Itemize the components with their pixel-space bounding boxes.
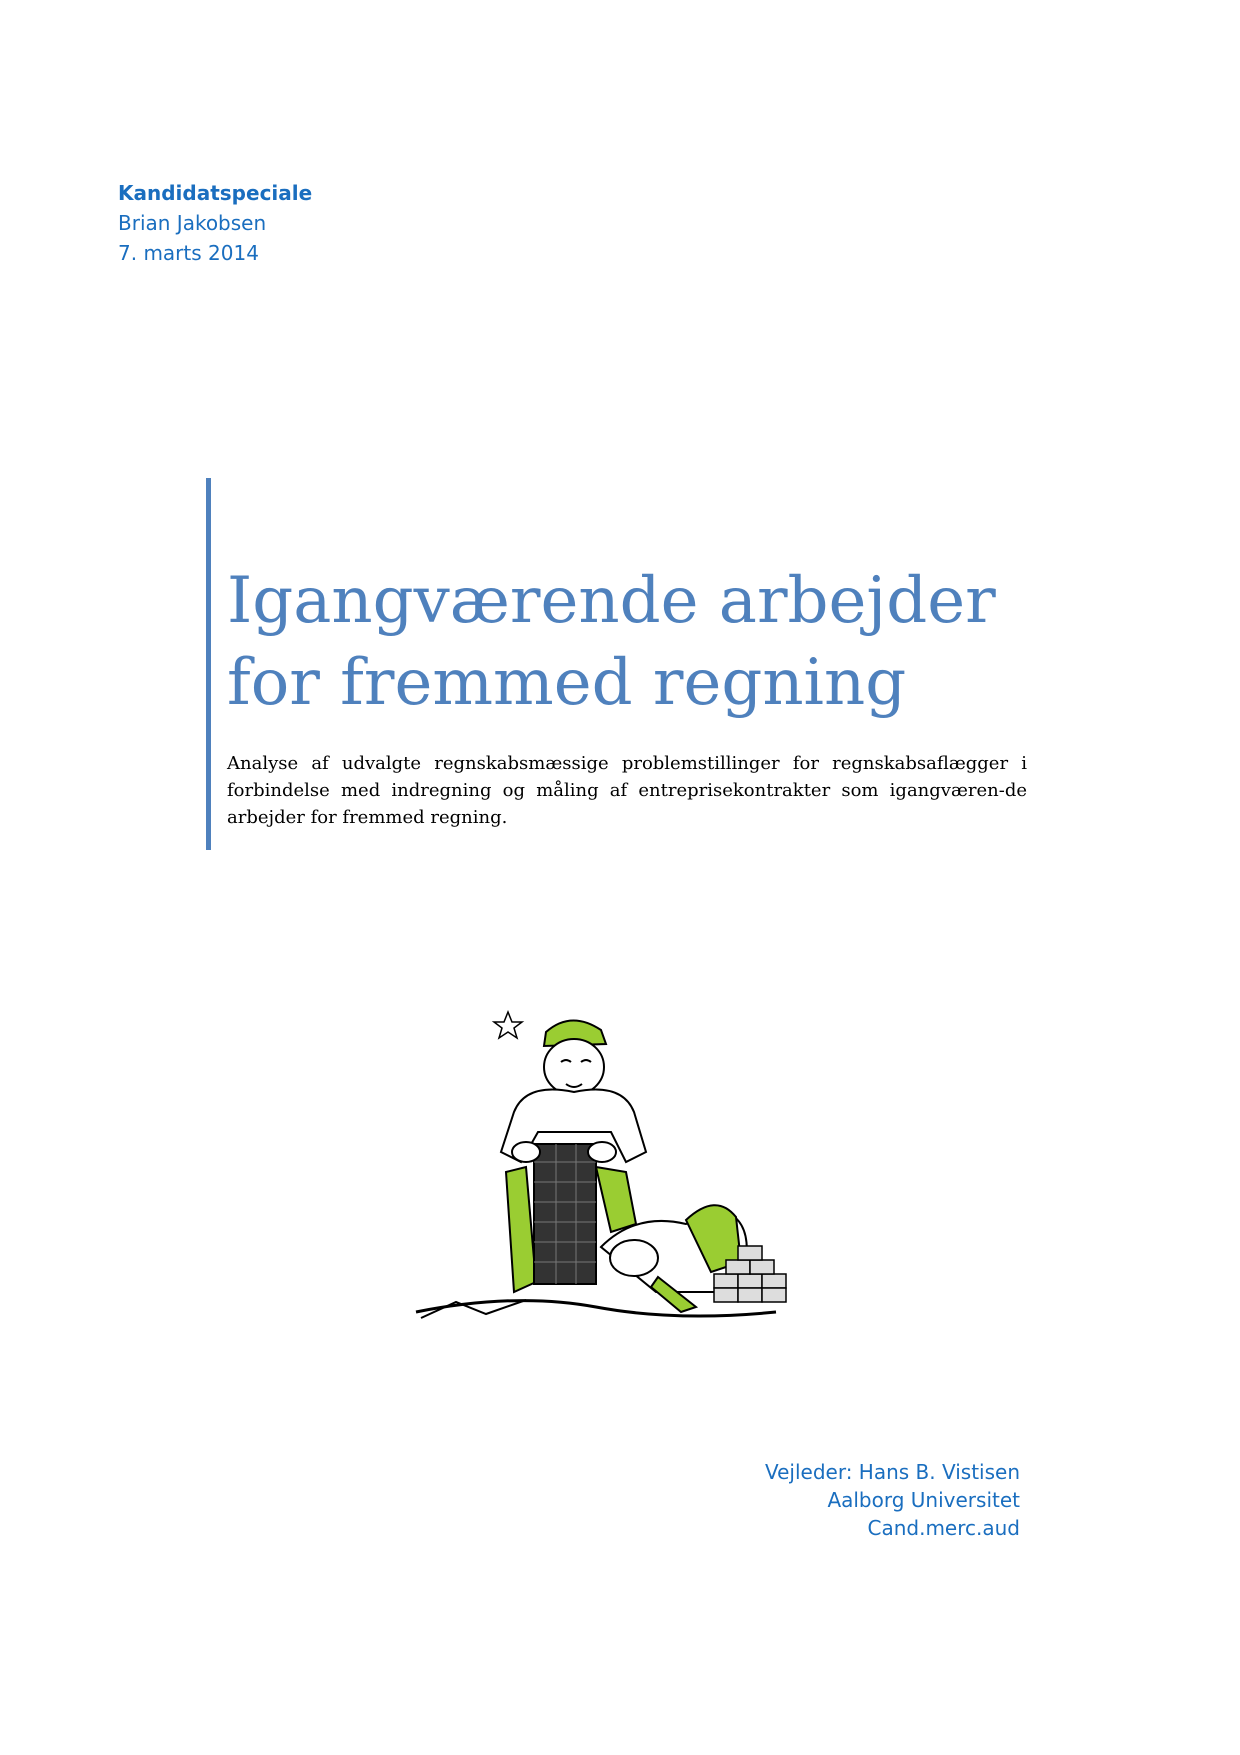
page-title-line-1: Igangværende arbejder [227,564,996,638]
university-name: Aalborg Universitet [827,1488,1020,1512]
cartoon-worker-illustration-icon [396,962,846,1334]
program-name: Cand.merc.aud [867,1516,1020,1540]
page-title-line-2: for fremmed regning [227,646,907,720]
title-section [206,478,1031,850]
cover-footer [765,1458,1020,1542]
supervisor-line: Vejleder: Hans B. Vistisen [764,1460,1020,1484]
document-date: 7. marts 2014 [118,241,259,265]
author-name: Brian Jakobsen [118,211,267,235]
cover-header [118,178,312,268]
document-type-label: Kandidatspeciale [118,181,313,205]
page-title [227,560,996,724]
page-subtitle: Analyse af udvalgte regnskabsmæssige problemstillinger for regnskabsaflægger i forbindelse med indregning og måling af entreprisekontrakter som igangværen-de arbejder for fremmed regning. [227,753,1027,828]
